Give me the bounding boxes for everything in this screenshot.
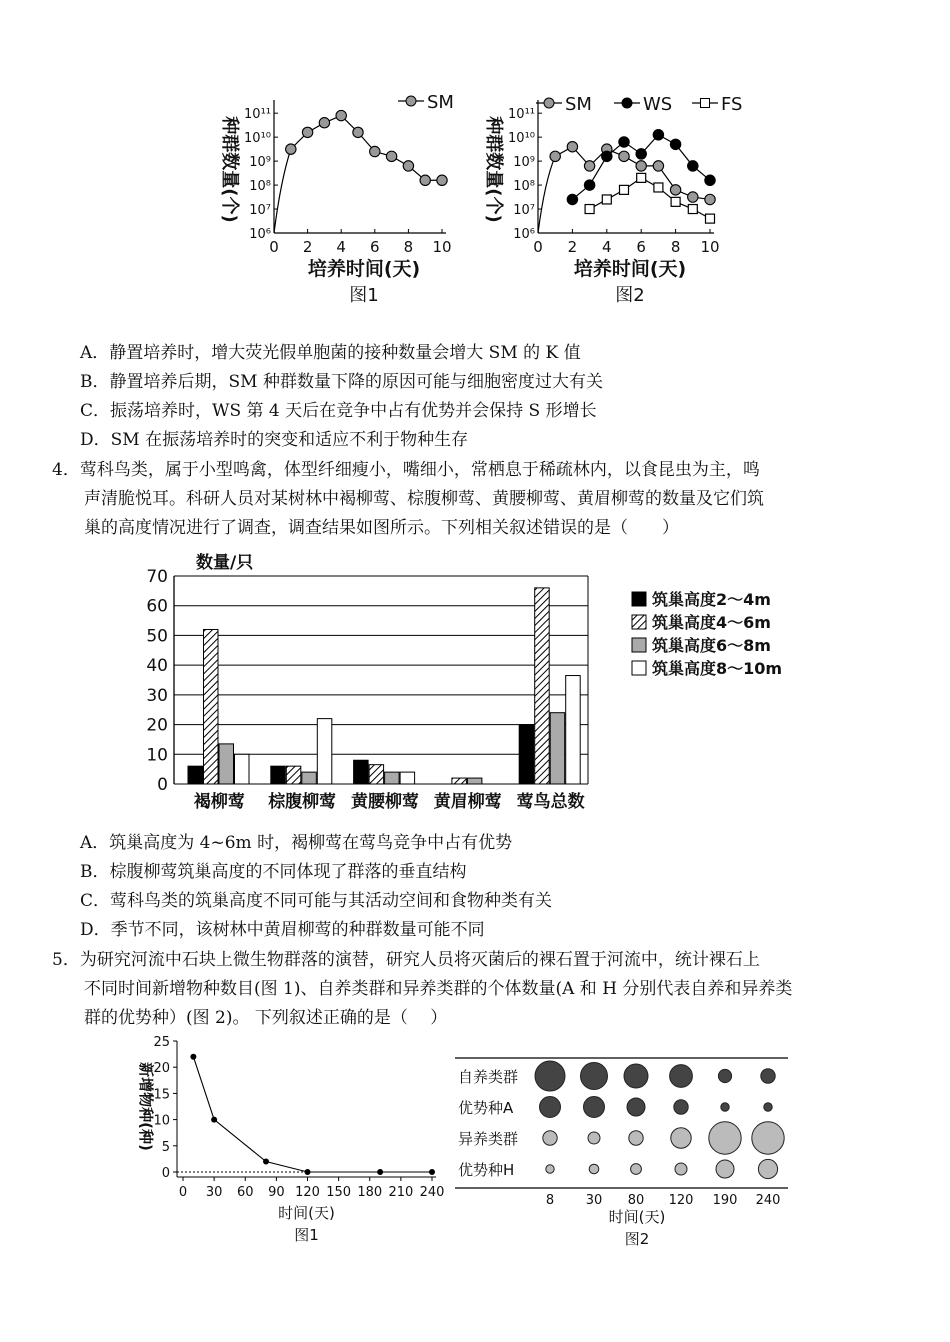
- q5-fig2-bubble: [721, 1103, 729, 1111]
- q4-bar-棕腹柳莺: [302, 772, 317, 784]
- q4-category-label: 褐柳莺: [193, 792, 245, 812]
- q3-fig2-point-ws: [584, 180, 594, 190]
- q4-ytick-label: 30: [146, 685, 168, 706]
- q4-bar-褐柳莺: [219, 744, 234, 784]
- q3-option-b: B．静置培养后期，SM 种群数量下降的原因可能与细胞密度过大有关: [80, 372, 603, 392]
- q5-fig1-ytick-label: 25: [153, 1035, 170, 1050]
- q5-fig1-ytick-label: 20: [153, 1061, 170, 1077]
- q4-category-label: 莺鸟总数: [516, 792, 585, 812]
- q3-fig2-xtick-label: 0: [533, 238, 543, 256]
- q4-category-label: 黄腰柳莺: [351, 792, 419, 812]
- q3-fig2-ytick-label: 10⁷: [513, 203, 535, 219]
- q5-fig2-bubble: [589, 1164, 599, 1174]
- q4-bar-莺鸟总数: [550, 713, 565, 784]
- q3-fig2-legend-label-fs: FS: [721, 94, 743, 115]
- q5-fig2-xtick-label: 120: [668, 1193, 694, 1208]
- q5-fig2-bubble: [546, 1165, 554, 1173]
- q3-fig1-point-sm: [420, 175, 430, 185]
- q3-fig2-point-ws: [602, 151, 612, 161]
- q3-fig2-point-sm: [653, 161, 663, 171]
- q5-fig2-bubble: [540, 1097, 561, 1118]
- q3-option-a: A．静置培养时，增大荧光假单胞菌的接种数量会增大 SM 的 K 值: [80, 343, 581, 363]
- q3-fig2-xtick-label: 8: [670, 238, 681, 256]
- q5-fig1-xtick-label: 240: [419, 1185, 445, 1200]
- q3-fig2-ytick-label: 10⁶: [513, 227, 535, 242]
- q4-stem-line3: 巢的高度情况进行了调查，调查结果如图所示。下列相关叙述错误的是（ ）: [84, 518, 679, 538]
- q4-option-c: C．莺科鸟类的筑巢高度不同可能与其活动空间和食物种类有关: [80, 891, 553, 911]
- q5-fig1-ytick-label: 10: [153, 1113, 170, 1129]
- q4-ytick-label: 20: [146, 715, 168, 736]
- q3-fig2-point-sm: [619, 151, 629, 161]
- q3-fig2-point-sm: [705, 194, 715, 204]
- q4-ytick-label: 40: [146, 656, 168, 677]
- q5-fig2-bubble: [624, 1064, 648, 1088]
- q3-fig1-point-sm: [319, 118, 329, 128]
- q4-ytick-label: 70: [146, 567, 168, 587]
- q4-stem-line1: 4．莺科鸟类，属于小型鸣禽，体型纤细瘦小，嘴细小，常栖息于稀疏林内，以食昆虫为主，鸣: [52, 460, 760, 480]
- q3-fig2-xtick-label: 2: [567, 238, 578, 256]
- q5-fig1-xtick-label: 90: [268, 1185, 285, 1200]
- q4-bar-黄腰柳莺: [354, 760, 369, 784]
- q3-fig1-ytick-label: 10¹⁰: [244, 131, 271, 147]
- q3-fig1-point-sm: [403, 161, 413, 171]
- q5-fig2-caption: 图2: [624, 1230, 650, 1248]
- q4-option-b: B．棕腹柳莺筑巢高度的不同体现了群落的垂直结构: [80, 862, 467, 882]
- q3-fig2-caption: 图2: [615, 285, 645, 306]
- q5-fig2-bubble: [581, 1063, 608, 1090]
- q3-fig2-ylabel: 种群数量(个): [483, 116, 504, 223]
- q4-bar-棕腹柳莺: [286, 766, 301, 784]
- q5-fig1-xtick-label: 30: [205, 1185, 223, 1200]
- q4-category-label: 棕腹柳莺: [268, 792, 337, 812]
- q4-ylabel: 数量/只: [196, 553, 254, 573]
- q3-fig1-xtick-label: 6: [370, 238, 380, 256]
- q3-fig1-xtick-label: 0: [269, 238, 279, 256]
- q4-option-d: D．季节不同，该树林中黄眉柳莺的种群数量可能不同: [80, 920, 485, 940]
- q3-fig2-xtick-label: 10: [700, 238, 720, 256]
- q3-fig2-legend-label-ws: WS: [643, 94, 673, 115]
- q4-ytick-label: 50: [146, 626, 168, 647]
- q5-stem-line2: 不同时间新增物种数目(图 1)、自养类群和异养类群的个体数量(A 和 H 分别代表自养和异养类: [84, 979, 793, 999]
- q5-fig2-xtick-label: 240: [755, 1193, 781, 1208]
- q3-fig1-point-sm: [302, 127, 312, 137]
- q3-fig2-point-sm: [636, 161, 646, 171]
- q4-legend-label: 筑巢高度6～8m: [652, 636, 771, 655]
- q5-fig1-line: [193, 1057, 432, 1172]
- q5-fig2-xtick-label: 190: [712, 1193, 738, 1208]
- q4-bar-莺鸟总数: [566, 676, 581, 784]
- q3-fig2-legend-marker-fs: [701, 99, 710, 108]
- q3-fig1-ytick-label: 10⁶: [249, 227, 271, 242]
- q4-ytick-label: 0: [157, 775, 168, 795]
- q3-fig2-point-fs: [671, 197, 680, 206]
- q5-fig1-ytick-label: 0: [161, 1166, 170, 1181]
- q3-fig1-caption: 图1: [349, 285, 379, 306]
- q3-fig2-point-fs: [688, 205, 697, 214]
- q4-legend-swatch: [632, 661, 646, 675]
- q4-legend-label: 筑巢高度4～6m: [652, 613, 771, 632]
- q4-bar-莺鸟总数: [535, 588, 550, 784]
- q3-fig1-xtick-label: 8: [403, 238, 414, 256]
- q5-fig1-ylabel: 新增物种(种): [137, 1062, 155, 1151]
- q4-bar-莺鸟总数: [519, 725, 534, 784]
- q4-legend-swatch: [632, 592, 646, 606]
- q5-fig2-bubble: [675, 1163, 687, 1175]
- q3-fig2-point-ws: [688, 161, 698, 171]
- q5-fig1-ytick-label: 15: [153, 1087, 170, 1103]
- q3-fig2-point-ws: [567, 194, 577, 204]
- q5-fig2-xlabel: 时间(天): [608, 1208, 666, 1226]
- q3-fig1-xtick-label: 2: [302, 238, 313, 256]
- q4-stem-line2: 声清脆悦耳。科研人员对某树林中褐柳莺、棕腹柳莺、黄腰柳莺、黄眉柳莺的数量及它们筑: [84, 489, 764, 509]
- q5-fig1-point: [429, 1169, 435, 1175]
- q3-fig2-ytick-label: 10¹⁰: [508, 131, 535, 147]
- q5-fig1-caption: 图1: [294, 1226, 319, 1244]
- q3-fig2-point-ws: [653, 130, 663, 140]
- q5-fig2-row-label: 优势种H: [458, 1161, 515, 1179]
- q3-fig1-point-sm: [437, 175, 447, 185]
- q5-fig2-bubble: [671, 1128, 691, 1148]
- q3-fig2-ytick-label: 10¹¹: [508, 107, 535, 123]
- q5-fig1-xlabel: 时间(天): [278, 1204, 335, 1222]
- q3-fig2-point-fs: [585, 205, 594, 214]
- q3-fig2-point-sm: [567, 142, 577, 152]
- q5-fig2-bubble: [709, 1122, 741, 1154]
- q3-option-c: C．振荡培养时，WS 第 4 天后在竞争中占有优势并会保持 S 形增长: [80, 401, 597, 421]
- q5-fig2-row-label: 异养类群: [458, 1130, 519, 1148]
- q4-legend-label: 筑巢高度8～10m: [652, 659, 783, 678]
- q3-fig1-xtick-label: 10: [432, 238, 452, 256]
- q3-fig1-point-sm: [286, 144, 296, 154]
- q5-fig2-bubble: [670, 1065, 693, 1088]
- q5-stem-line1: 5．为研究河流中石块上微生物群落的演替，研究人员将灭菌后的裸石置于河流中，统计裸石上: [52, 950, 760, 970]
- q3-fig1-ytick-label: 10¹¹: [244, 107, 271, 123]
- q4-ytick-label: 60: [146, 596, 168, 617]
- q3-fig2-xtick-label: 4: [602, 238, 612, 256]
- q5-fig1-ytick-label: 5: [161, 1139, 170, 1155]
- q3-fig2-point-ws: [705, 175, 715, 185]
- q5-fig2-bubble: [752, 1122, 784, 1154]
- q4-bar-黄腰柳莺: [400, 772, 415, 784]
- q5-fig2-xtick-label: 8: [545, 1193, 555, 1208]
- q4-bar-黄腰柳莺: [369, 765, 384, 784]
- q3-fig2-point-ws: [670, 139, 680, 149]
- q3-fig1-point-sm: [370, 146, 380, 156]
- q3-fig2-point-fs: [620, 185, 629, 194]
- q5-fig1-xtick-label: 0: [178, 1185, 188, 1200]
- q3-fig1-point-sm: [386, 151, 396, 161]
- q4-option-a: A．筑巢高度为 4~6m 时，褐柳莺在莺鸟竞争中占有优势: [80, 833, 513, 853]
- q5-fig1-xtick-label: 150: [326, 1185, 352, 1200]
- q5-fig2-bubble: [535, 1061, 565, 1091]
- q3-fig1-xlabel: 培养时间(天): [307, 258, 421, 280]
- q3-fig1-xtick-label: 4: [336, 238, 346, 256]
- q3-fig2-legend-marker-ws: [622, 98, 632, 108]
- q5-fig1-point: [377, 1169, 383, 1175]
- q3-fig1-legend-marker-sm: [406, 96, 416, 106]
- q3-fig1-legend-label-sm: SM: [427, 92, 454, 113]
- q5-fig2-bubble: [543, 1131, 557, 1145]
- q3-option-d: D．SM 在振荡培养时的突变和适应不利于物种生存: [80, 430, 469, 450]
- q4-bar-棕腹柳莺: [317, 719, 332, 784]
- q5-fig2-bubble: [761, 1069, 775, 1083]
- q5-fig1-point: [211, 1117, 217, 1123]
- q3-fig2-ytick-label: 10⁹: [513, 155, 535, 171]
- q5-fig2-row-label: 自养类群: [458, 1068, 519, 1086]
- q5-fig1-point: [190, 1054, 196, 1060]
- q3-fig1-ytick-label: 10⁹: [249, 155, 271, 171]
- q3-fig1-point-sm: [353, 127, 363, 137]
- q5-fig2-bubble: [631, 1164, 642, 1175]
- q3-fig2-point-ws: [636, 149, 646, 159]
- q5-fig2-row-label: 优势种A: [458, 1099, 514, 1117]
- q3-fig2-xtick-label: 6: [636, 238, 646, 256]
- q3-fig2-point-sm: [670, 185, 680, 195]
- q5-fig2-bubble: [629, 1131, 643, 1145]
- q3-fig2-point-fs: [654, 183, 663, 192]
- q5-fig2-bubble: [764, 1103, 772, 1111]
- q4-bar-黄眉柳莺: [452, 778, 467, 784]
- q5-fig2-bubble: [588, 1132, 600, 1144]
- q5-fig2-bubble: [627, 1098, 645, 1116]
- q4-bar-棕腹柳莺: [271, 766, 286, 784]
- q3-fig2-point-fs: [602, 195, 611, 204]
- q5-fig2-bubble: [716, 1160, 734, 1178]
- q4-legend-swatch: [632, 638, 646, 652]
- q5-fig2-xtick-label: 30: [585, 1193, 603, 1208]
- q3-fig1-ytick-label: 10⁷: [249, 203, 271, 219]
- q3-fig2-ytick-label: 10⁸: [513, 179, 535, 195]
- q3-fig2-xlabel: 培养时间(天): [573, 258, 687, 280]
- q3-fig1-ylabel: 种群数量(个): [219, 116, 240, 223]
- q3-fig1-point-sm: [336, 110, 346, 120]
- q4-legend-label: 筑巢高度2～4m: [652, 590, 771, 609]
- q5-fig2-bubble: [758, 1159, 777, 1178]
- q5-fig2-bubble: [718, 1069, 731, 1082]
- q5-fig1-xtick-label: 180: [357, 1185, 383, 1200]
- q5-fig2-bubble: [674, 1100, 688, 1114]
- q3-fig2-legend-marker-sm: [544, 98, 554, 108]
- q5-fig2-bubble: [584, 1097, 605, 1118]
- q5-fig1-xtick-label: 210: [388, 1185, 414, 1200]
- q5-fig1-point: [263, 1159, 269, 1165]
- q3-fig2-legend-label-sm: SM: [565, 94, 592, 115]
- q4-category-label: 黄眉柳莺: [433, 792, 502, 812]
- q4-legend-swatch: [632, 615, 646, 629]
- q3-fig2-point-sm: [688, 192, 698, 202]
- q3-fig2-point-sm: [550, 151, 560, 161]
- q4-bar-褐柳莺: [188, 766, 203, 784]
- q5-fig1-point: [305, 1169, 311, 1175]
- q5-fig1-xtick-label: 120: [295, 1185, 320, 1200]
- q3-fig2-point-ws: [619, 137, 629, 147]
- q4-ytick-label: 10: [146, 745, 168, 766]
- q5-fig2-xtick-label: 80: [627, 1193, 645, 1208]
- q3-fig1-ytick-label: 10⁸: [249, 179, 271, 195]
- q4-bar-黄眉柳莺: [467, 778, 482, 784]
- q4-bar-黄腰柳莺: [385, 772, 400, 784]
- q4-bar-褐柳莺: [235, 754, 250, 784]
- q3-fig2-point-sm: [584, 161, 594, 171]
- q5-stem-line3: 群的优势种）(图 2)。 下列叙述正确的是（ ）: [84, 1008, 448, 1028]
- q3-fig2-point-fs: [637, 173, 646, 182]
- q4-bar-褐柳莺: [204, 629, 219, 784]
- q5-fig1-xtick-label: 60: [236, 1185, 254, 1200]
- q3-fig2-point-fs: [706, 214, 715, 223]
